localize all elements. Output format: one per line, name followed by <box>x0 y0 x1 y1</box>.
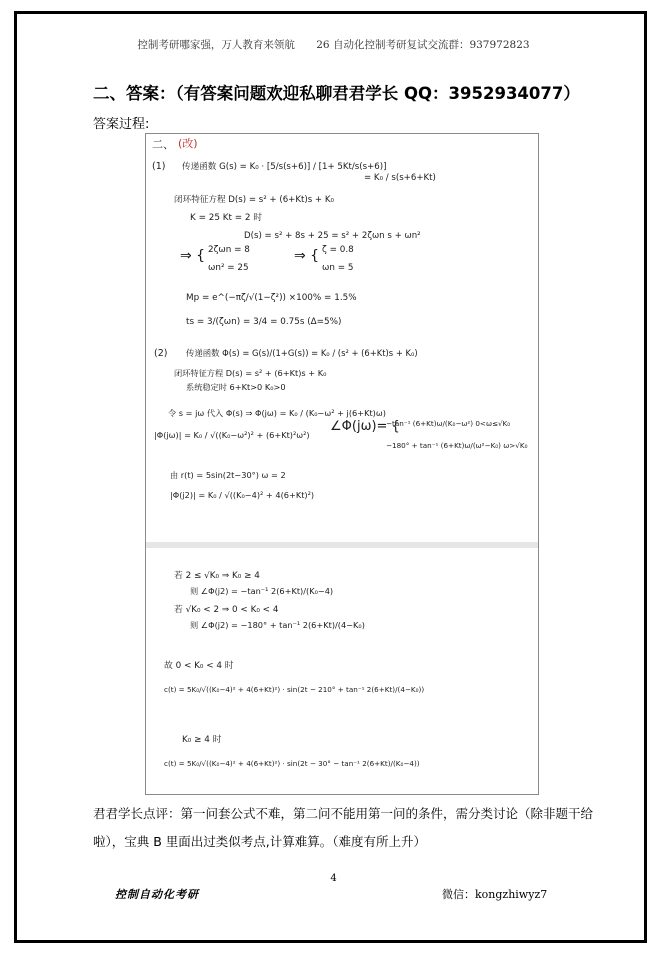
hw-p2-rt: 由 r(t) = 5sin(2t−30°) ω = 2 <box>170 470 286 480</box>
header-slogan: 控制考研哪家强，万人教育来领航 <box>137 39 295 51</box>
page-header <box>0 37 667 52</box>
hw-p1-ts: ts = 3/(ζωn) = 3/4 = 0.75s (Δ=5%) <box>186 317 342 327</box>
scan-page-separator <box>146 542 539 548</box>
hw-p1-values: K = 25 Kt = 2 时 <box>190 213 263 223</box>
hw-p2-char-eq: 闭环特征方程 D(s) = s² + (6+Kt)s + K₀ <box>174 368 327 378</box>
hw-p2-angle-1: −tan⁻¹ (6+Kt)ω/(K₀−ω²) 0<ω≤√K₀ <box>386 419 511 428</box>
hw-p2-mag2: |Φ(j2)| = K₀ / √((K₀−4)² + 4(6+Kt)²) <box>170 490 315 500</box>
hw-p1-num: (1) <box>152 161 166 172</box>
hw-arrow-1: ⇒ { <box>180 248 206 264</box>
hw-p3-conc2: K₀ ≥ 4 时 <box>182 735 222 745</box>
hw-p1-sys-b1: ζ = 0.8 <box>322 245 354 255</box>
hw-p1-sys-a1: 2ζωn = 8 <box>208 245 250 255</box>
hw-p3-ct2: c(t) = 5K₀/√((K₀−4)² + 4(6+Kt)²) · sin(2t − 30° − tan⁻¹ 2(6+Kt)/(K₀−4)) <box>164 759 420 768</box>
hw-p2-closed-loop: 传递函数 Φ(s) = G(s)/(1+G(s)) = K₀ / (s² + (6+Kt)s + K₀) <box>186 348 418 358</box>
teacher-comment: 君君学长点评：第一问套公式不难，第二问不能用第一问的条件，需分类讨论（除非题干给啦），宝典 B 里面出过类似考点,计算难算。（难度有所上升） <box>93 806 594 849</box>
hw-arrow-2: ⇒ { <box>294 248 320 264</box>
page-number: 4 <box>330 873 337 884</box>
hw-p2-mag: |Φ(jω)| = K₀ / √((K₀−ω²)² + (6+Kt)²ω²) <box>154 430 310 440</box>
hw-p2-sub: 令 s = jω 代入 Φ(s) ⇒ Φ(jω) = K₀ / (K₀−ω² + j(6+Kt)ω) <box>168 408 386 418</box>
hw-p1-sys-b2: ωn = 5 <box>322 263 354 273</box>
hw-p3-case1: 若 2 ≤ √K₀ ⇒ K₀ ≥ 4 <box>174 571 260 581</box>
hw-p1-open-loop-result: = K₀ / s(s+6+Kt) <box>364 173 436 183</box>
hw-p2-num: (2) <box>154 348 168 359</box>
hw-p3-case1-ang: 则 ∠Φ(j2) = −tan⁻¹ 2(6+Kt)/(K₀−4) <box>190 586 334 596</box>
hw-p3-conc1: 故 0 < K₀ < 4 时 <box>164 661 234 671</box>
hw-p3-ct1: c(t) = 5K₀/√((K₀−4)² + 4(6+Kt)²) · sin(2t − 210° + tan⁻¹ 2(6+Kt)/(4−K₀)) <box>164 685 425 694</box>
footer-wechat: 微信：kongzhiwyz7 <box>442 888 548 901</box>
handwritten-solution-image <box>145 133 539 795</box>
footer-brand: 控制自动化考研 <box>115 888 199 901</box>
section-title: 二、答案：（有答案问题欢迎私聊君君学长 QQ：3952934077） <box>93 84 580 103</box>
hw-p2-angle-2: −180° + tan⁻¹ (6+Kt)ω/(ω²−K₀) ω>√K₀ <box>386 441 528 450</box>
hw-p3-case2: 若 √K₀ < 2 ⇒ 0 < K₀ < 4 <box>174 605 279 615</box>
hw-angle-label: ∠Φ(jω)= { <box>330 419 400 434</box>
answer-process-label: 答案过程: <box>93 117 150 132</box>
hw-p2-stable: 系统稳定时 6+Kt>0 K₀>0 <box>186 382 286 392</box>
hw-p1-open-loop: 传递函数 G(s) = K₀ · [5/s(s+6)] / [1+ 5Kt/s(s+6)] <box>182 162 387 172</box>
handwriting-canvas <box>146 134 539 795</box>
header-group-info: 26 自动化控制考研复试交流群：937972823 <box>316 39 530 51</box>
hw-heading: 二、 <box>152 138 174 151</box>
hw-p1-ds: D(s) = s² + 8s + 25 = s² + 2ζωn s + ωn² <box>244 231 421 241</box>
hw-p1-mp: Mp = e^(−πζ/√(1−ζ²)) ×100% = 1.5% <box>186 293 357 303</box>
hw-p1-char-eq: 闭环特征方程 D(s) = s² + (6+Kt)s + K₀ <box>174 195 334 205</box>
hw-p3-case2-ang: 则 ∠Φ(j2) = −180° + tan⁻¹ 2(6+Kt)/(4−K₀) <box>190 620 365 630</box>
hw-p1-sys-a2: ωn² = 25 <box>208 263 249 273</box>
hw-heading-note: (改) <box>178 137 198 150</box>
